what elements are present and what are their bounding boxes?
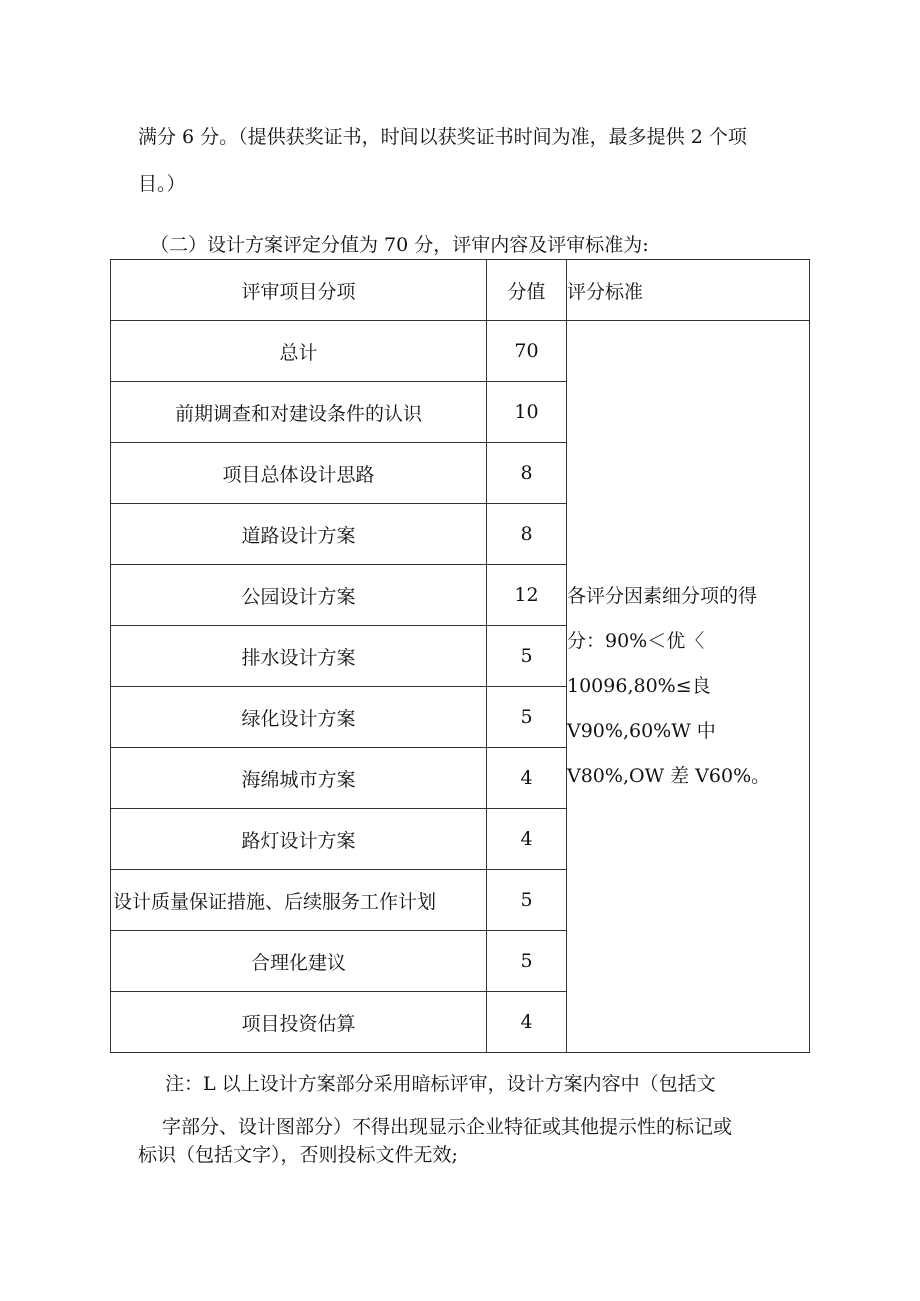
section-intro: （二）设计方案评定分值为 70 分，评审内容及评审标准为:	[150, 234, 649, 256]
criteria-line: 分：90%＜优〈	[567, 630, 705, 652]
row-value: 70	[487, 321, 567, 382]
row-value: 4	[487, 992, 567, 1053]
paragraph-line-2: 目。）	[138, 173, 186, 195]
row-item: 设计质量保证措施、后续服务工作计划	[111, 870, 487, 931]
row-value: 4	[487, 748, 567, 809]
row-value: 4	[487, 809, 567, 870]
row-value: 10	[487, 382, 567, 443]
row-item: 排水设计方案	[111, 626, 487, 687]
scoring-table	[110, 259, 810, 1053]
row-item: 总计	[111, 321, 487, 382]
criteria-cell	[567, 321, 810, 1053]
header-item: 评审项目分项	[111, 260, 487, 321]
criteria-line: V80%,OW 差 V60%。	[567, 765, 771, 787]
note-line-3: 标识（包括文字），否则投标文件无效;	[138, 1144, 458, 1166]
criteria-line: V90%,60%W 中	[567, 720, 716, 742]
header-value: 分值	[487, 260, 567, 321]
row-item: 公园设计方案	[111, 565, 487, 626]
row-value: 8	[487, 443, 567, 504]
row-item: 合理化建议	[111, 931, 487, 992]
row-value: 5	[487, 626, 567, 687]
row-item: 绿化设计方案	[111, 687, 487, 748]
row-value: 5	[487, 931, 567, 992]
row-value: 8	[487, 504, 567, 565]
row-value: 5	[487, 687, 567, 748]
row-item: 海绵城市方案	[111, 748, 487, 809]
criteria-line: 10096,80%≤良	[567, 675, 711, 697]
row-item: 路灯设计方案	[111, 809, 487, 870]
row-value: 12	[487, 565, 567, 626]
row-item: 道路设计方案	[111, 504, 487, 565]
row-item: 项目投资估算	[111, 992, 487, 1053]
row-item: 前期调查和对建设条件的认识	[111, 382, 487, 443]
row-value: 5	[487, 870, 567, 931]
row-item: 项目总体设计思路	[111, 443, 487, 504]
table-header-row	[111, 260, 810, 321]
note-line-1: 注：L 以上设计方案部分采用暗标评审，设计方案内容中（包括文	[165, 1073, 716, 1095]
table-row	[111, 321, 810, 382]
header-criteria: 评分标准	[567, 260, 810, 321]
paragraph-line-1: 满分 6 分。（提供获奖证书，时间以获奖证书时间为准，最多提供 2 个项	[138, 126, 747, 148]
criteria-line: 各评分因素细分项的得	[567, 585, 758, 607]
note-line-2: 字部分、设计图部分）不得出现显示企业特征或其他提示性的标记或	[162, 1116, 733, 1138]
